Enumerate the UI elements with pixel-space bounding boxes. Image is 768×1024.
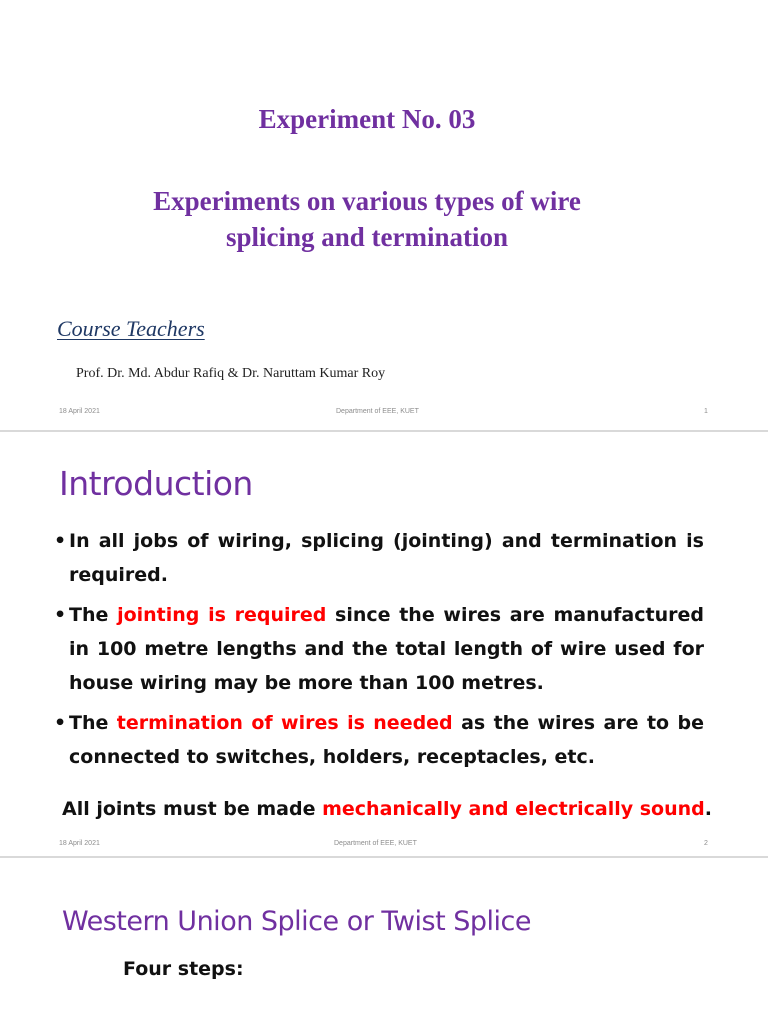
bullet-highlight: termination of wires is needed xyxy=(116,712,453,734)
experiment-title-line-1: Experiments on various types of wire xyxy=(153,186,581,216)
bullet-item xyxy=(54,524,704,592)
introduction-heading: Introduction xyxy=(59,464,253,503)
closing-statement xyxy=(62,798,712,820)
experiment-title-line-2: splicing and termination xyxy=(225,222,509,252)
slide-1 xyxy=(0,0,768,430)
bullet-highlight: jointing is required xyxy=(117,604,327,626)
bullet-list xyxy=(54,524,704,780)
bullet-dot-icon: • xyxy=(54,604,67,626)
footer-page-number: 1 xyxy=(704,408,708,415)
bullet-dot-icon: • xyxy=(54,530,67,552)
bullet-text-pre: The xyxy=(69,712,117,734)
course-teachers-heading: Course Teachers xyxy=(57,316,205,341)
footer-department: Department of EEE, KUET xyxy=(336,408,419,415)
bullet-text-pre: The xyxy=(69,604,118,626)
bullet-text-post: as the wires are to be connected to switches, holders, receptacles, etc. xyxy=(69,712,704,768)
experiment-title xyxy=(0,183,734,255)
slide-3 xyxy=(0,858,768,1024)
footer-department: Department of EEE, KUET xyxy=(334,840,417,847)
footer-date: 18 April 2021 xyxy=(59,840,100,847)
teachers-names: Prof. Dr. Md. Abdur Rafiq & Dr. Naruttam Kumar Roy xyxy=(76,366,386,381)
four-steps-label: Four steps: xyxy=(123,958,244,980)
experiment-number: Experiment No. 03 xyxy=(258,104,476,134)
footer-page-number: 2 xyxy=(704,840,708,847)
closing-text-post: . xyxy=(704,798,712,820)
closing-highlight: mechanically and electrically sound xyxy=(322,798,705,820)
western-union-heading: Western Union Splice or Twist Splice xyxy=(62,906,532,937)
bullet-text: In all jobs of wiring, splicing (jointing) and termination is required. xyxy=(69,530,704,586)
bullet-text-post: since the wires are manufactured in 100 metre lengths and the total length of wire used for house wiring may be more than 100 metres. xyxy=(69,604,704,694)
bullet-dot-icon: • xyxy=(54,712,67,734)
slide-2 xyxy=(0,432,768,856)
closing-text-pre: All joints must be made xyxy=(62,798,323,820)
footer-date: 18 April 2021 xyxy=(59,408,100,415)
bullet-item xyxy=(54,598,704,700)
bullet-item xyxy=(54,706,704,774)
